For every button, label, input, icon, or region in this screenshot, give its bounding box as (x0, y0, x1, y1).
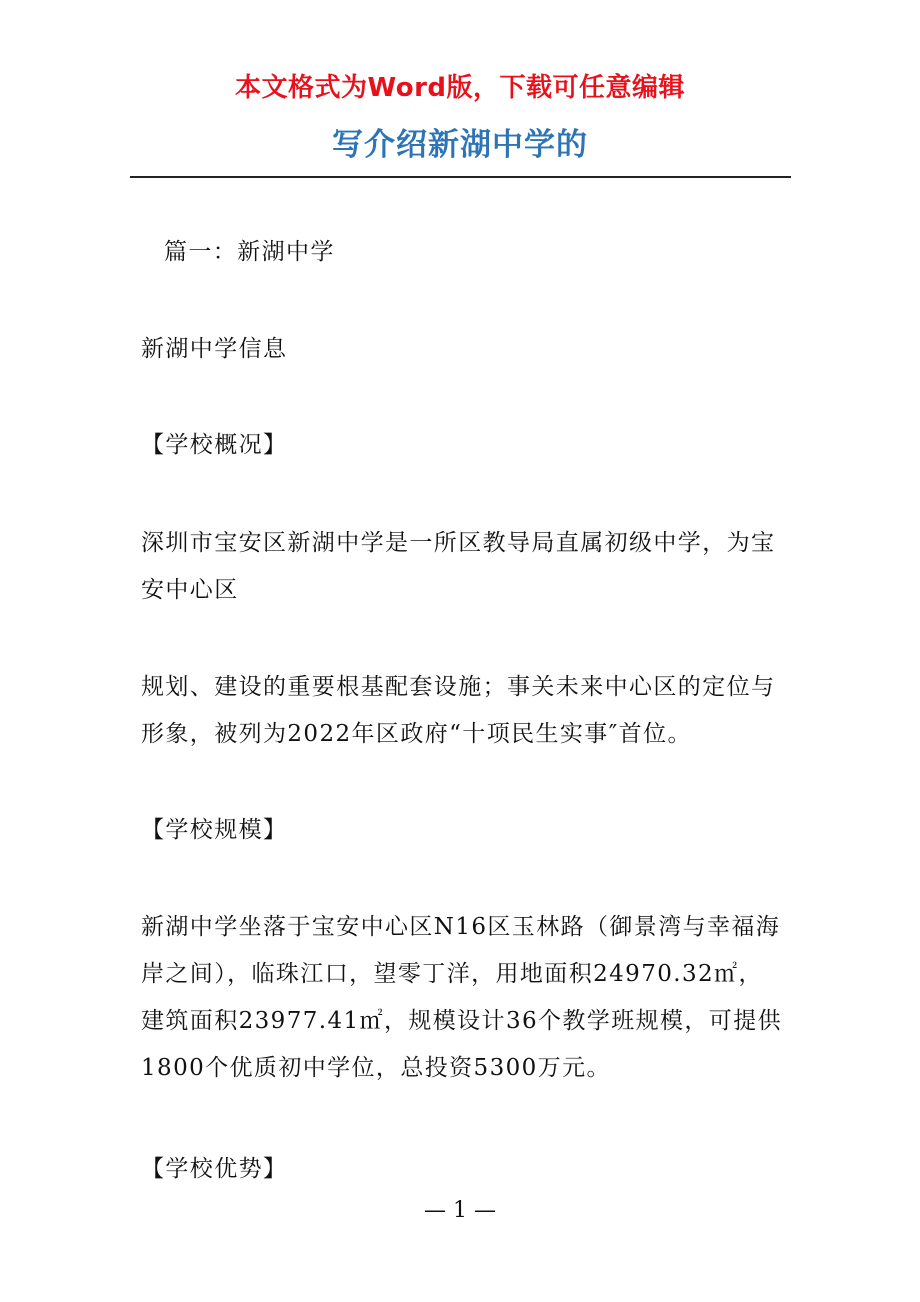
paragraph-school-info: 新湖中学信息 (141, 336, 288, 362)
document-title: 写介绍新湖中学的 (332, 127, 588, 163)
page-number: — 1 — (424, 1198, 496, 1223)
section-heading-scale: 【学校规模】 (141, 817, 288, 843)
paragraph-scale-detail: 新湖中学坐落于宝安中心区N16区玉林路（御景湾与幸福海岸之间），临珠江口，望零丁洋，用地面积24970.32㎡，建筑面积23977.41㎡，规模设计36个教学班规模，可提供1800个优质初中学位，总投资5300万元。 (141, 914, 783, 1081)
section-heading-overview: 【学校概况】 (141, 432, 288, 458)
format-notice-banner: 本文格式为Word版，下载可任意编辑 (234, 73, 686, 103)
paragraph-overview-detail: 规划、建设的重要根基配套设施；事关未来中心区的定位与形象，被列为2022年区政府“十项民生实事″首位。 (141, 674, 776, 747)
title-divider (130, 176, 791, 178)
section-heading-chapter-one: 篇一：新湖中学 (164, 239, 335, 265)
section-heading-advantages: 【学校优势】 (141, 1156, 288, 1182)
paragraph-overview-intro: 深圳市宝安区新湖中学是一所区教导局直属初级中学，为宝安中心区 (141, 530, 776, 603)
